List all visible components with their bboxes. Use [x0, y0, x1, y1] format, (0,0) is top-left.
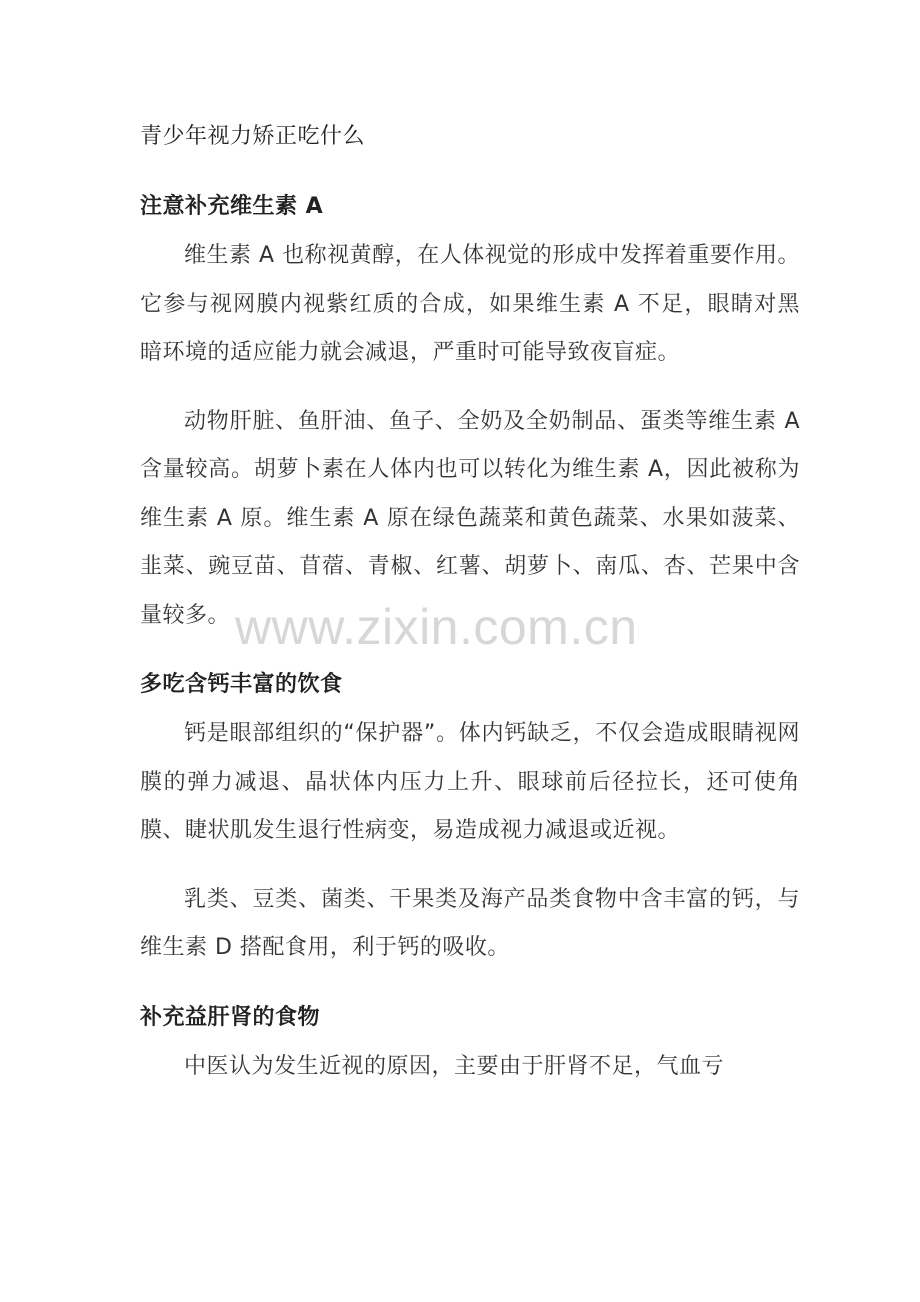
- section-liver-kidney: [140, 993, 800, 1092]
- paragraph: 乳类、豆类、菌类、干果类及海产品类食物中含丰富的钙，与维生素 D 搭配食用，利于钙的吸收。: [140, 886, 800, 960]
- section-heading: 多吃含钙丰富的饮食: [140, 672, 343, 697]
- document-title: 青少年视力矫正吃什么: [140, 124, 366, 149]
- section-heading: 注意补充维生素 A: [140, 194, 324, 219]
- paragraph: 钙是眼部组织的“保护器”。体内钙缺乏，不仅会造成眼睛视网膜的弹力减退、晶状体内压力上升、眼球前后径拉长，还可使角膜、睫状肌发生退行性病变，易造成视力减退或近视。: [140, 721, 801, 843]
- paragraph: 维生素 A 也称视黄醇，在人体视觉的形成中发挥着重要作用。它参与视网膜内视紫红质的合成，如果维生素 A 不足，眼睛对黑暗环境的适应能力就会减退，严重时可能导致夜盲症。: [140, 243, 800, 365]
- paragraph: 动物肝脏、鱼肝油、鱼子、全奶及全奶制品、蛋类等维生素 A 含量较高。胡萝卜素在人体内也可以转化为维生素 A，因此被称为维生素 A 原。维生素 A 原在绿色蔬菜和黄色蔬菜、水果如菠菜、韭菜、豌豆苗、苜蓿、青椒、红薯、胡萝卜、南瓜、杏、芒果中含量较多。: [140, 408, 800, 628]
- watermark-text: www.zixin.com.cn: [235, 599, 638, 655]
- paragraph: 中医认为发生近视的原因，主要由于肝肾不足，气血亏: [184, 1053, 725, 1079]
- section-vitamin-a: [140, 182, 800, 640]
- section-heading: 补充益肝肾的食物: [140, 1004, 321, 1030]
- section-calcium: [140, 660, 800, 973]
- document-page: [140, 112, 800, 1111]
